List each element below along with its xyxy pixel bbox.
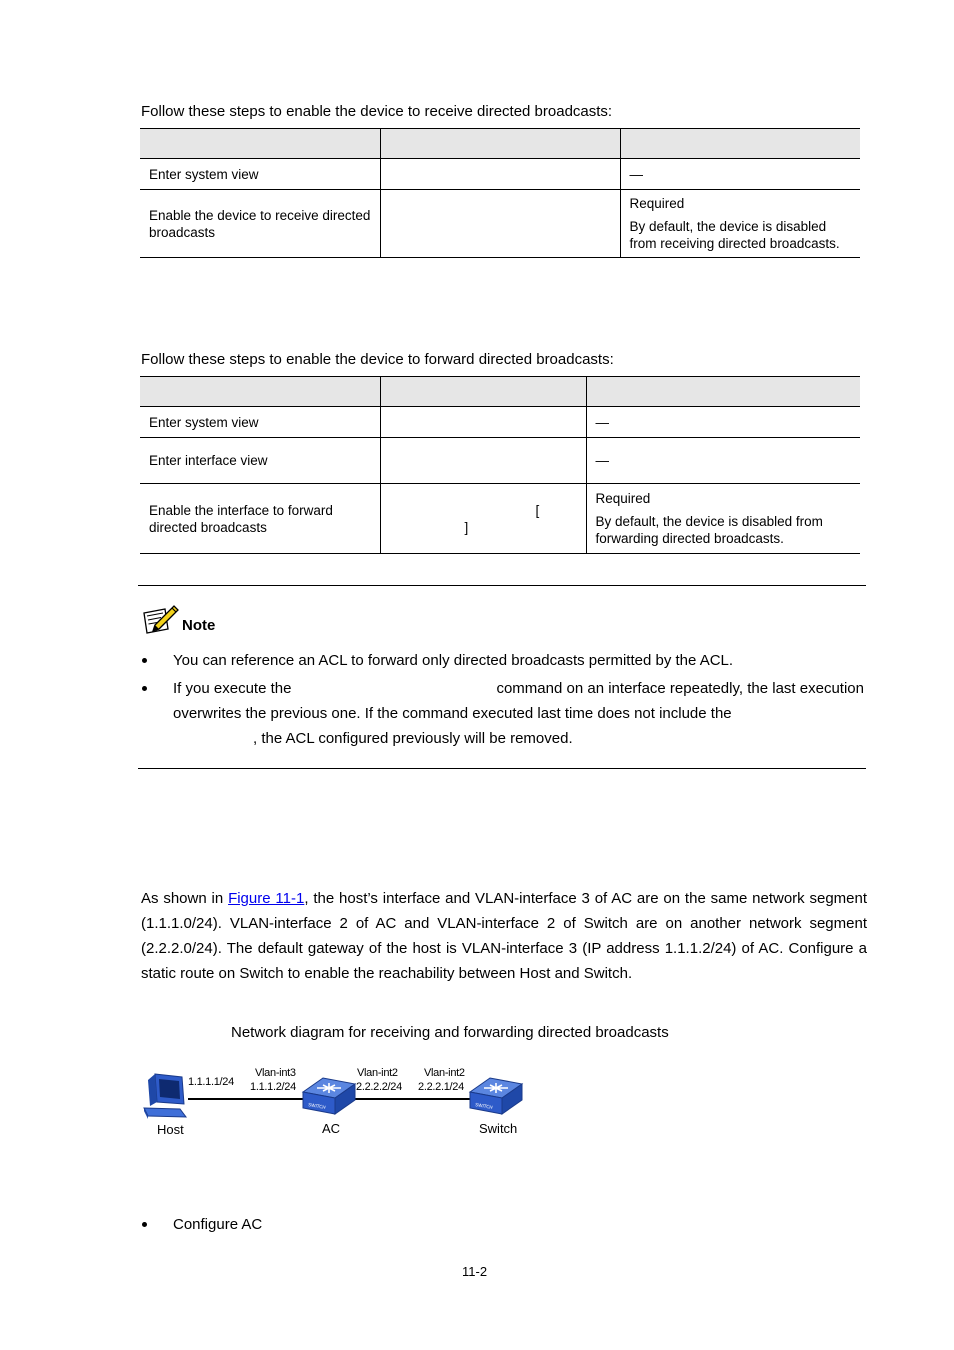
command-cell — [380, 407, 586, 438]
ac-vlan3-label: Vlan-int3 — [255, 1067, 296, 1079]
figure-link[interactable]: Figure 11-1 — [228, 890, 305, 907]
step-cell: Enable the interface to forward directed broadcasts — [140, 484, 380, 554]
list-item: You can reference an ACL to forward only directed broadcasts permitted by the ACL. — [141, 648, 864, 673]
table-header-row — [140, 129, 860, 159]
ac-switch-icon — [303, 1078, 355, 1114]
optional-bracket-close: ] — [464, 520, 469, 535]
table-row — [140, 407, 860, 438]
table-header-row — [140, 377, 860, 407]
table-row — [140, 484, 860, 554]
note-top-rule — [138, 585, 866, 586]
command-cell — [380, 438, 586, 484]
remarks-default: By default, the device is disabled from receiving directed broadcasts. — [629, 219, 840, 251]
command-cell — [380, 484, 586, 554]
switch-badge: SWITCH — [474, 1103, 493, 1112]
figure-caption: Network diagram for receiving and forwarding directed broadcasts — [231, 1024, 669, 1041]
switch-vlan2-label: Vlan-int2 — [424, 1067, 465, 1079]
step-cell: Enable the device to receive directed broadcasts — [140, 190, 380, 258]
remarks-cell: — — [586, 438, 860, 484]
receive-steps-table — [140, 128, 860, 258]
list-item: Configure AC — [141, 1212, 864, 1237]
table-row — [140, 438, 860, 484]
config-bullet-list — [141, 1212, 864, 1237]
command-cell — [380, 190, 620, 258]
step-cell: Enter interface view — [140, 438, 380, 484]
receive-intro: Follow these steps to enable the device to receive directed broadcasts: — [141, 103, 613, 120]
command-cell — [380, 159, 620, 190]
remarks-cell: — — [620, 159, 860, 190]
host-computer-icon — [144, 1074, 186, 1119]
remarks-cell: — — [586, 407, 860, 438]
remarks-default: By default, the device is disabled from forwarding directed broadcasts. — [595, 514, 823, 546]
page-number: 11-2 — [462, 1264, 488, 1279]
switch-label: Switch — [479, 1121, 518, 1136]
network-description — [141, 886, 867, 986]
host-label: Host — [157, 1122, 184, 1137]
forward-steps-table — [140, 376, 860, 554]
note-bullet2-start: If you execute the — [173, 680, 292, 697]
ac-vlan3-ip-label: 1.1.1.2/24 — [250, 1081, 296, 1093]
ac-label: AC — [322, 1121, 341, 1136]
switch-device-icon — [470, 1078, 522, 1114]
note-bullet2-middle: command on an interface repeatedly, the last execution overwrites the previous one. If the command executed last time does not include the — [173, 680, 864, 722]
remarks-required: Required — [629, 196, 685, 211]
ac-vlan2-label: Vlan-int2 — [357, 1067, 398, 1079]
note-pencil-icon — [141, 603, 181, 635]
ac-switch-badge: SWITCH — [307, 1103, 326, 1112]
ac-vlan2-ip-label: 2.2.2.2/24 — [356, 1081, 402, 1093]
network-para-rest: , the host’s interface and VLAN-interface 3 of AC are on the same network segment (1.1.1.0/24). VLAN-interface 2 of AC and VLAN-interface 2 of Switch are on another network segment (2.2.2.0/24). The default gateway of the host is VLAN-interface 3 (IP address 1.1.1.2/24) of AC. Configure a static route on Switch to enable the reachability between Host and Switch. — [141, 890, 868, 982]
note-bullet-list — [141, 648, 864, 751]
host-ip-label: 1.1.1.1/24 — [188, 1076, 234, 1088]
table-row — [140, 190, 860, 258]
note-bottom-rule — [138, 768, 866, 769]
step-cell: Enter system view — [140, 407, 380, 438]
remarks-required: Required — [595, 491, 651, 506]
remarks-cell — [620, 190, 860, 258]
remarks-cell — [586, 484, 860, 554]
note-bullet2-end: , the ACL configured previously will be removed. — [253, 730, 573, 747]
switch-vlan2-ip-label: 2.2.2.1/24 — [418, 1081, 464, 1093]
table-row — [140, 159, 860, 190]
list-item — [141, 676, 864, 751]
note-title: Note — [182, 617, 216, 634]
optional-bracket-open: [ — [535, 503, 540, 518]
step-cell: Enter system view — [140, 159, 380, 190]
network-para-prefix: As shown in — [141, 890, 224, 907]
forward-intro: Follow these steps to enable the device to forward directed broadcasts: — [141, 351, 614, 368]
